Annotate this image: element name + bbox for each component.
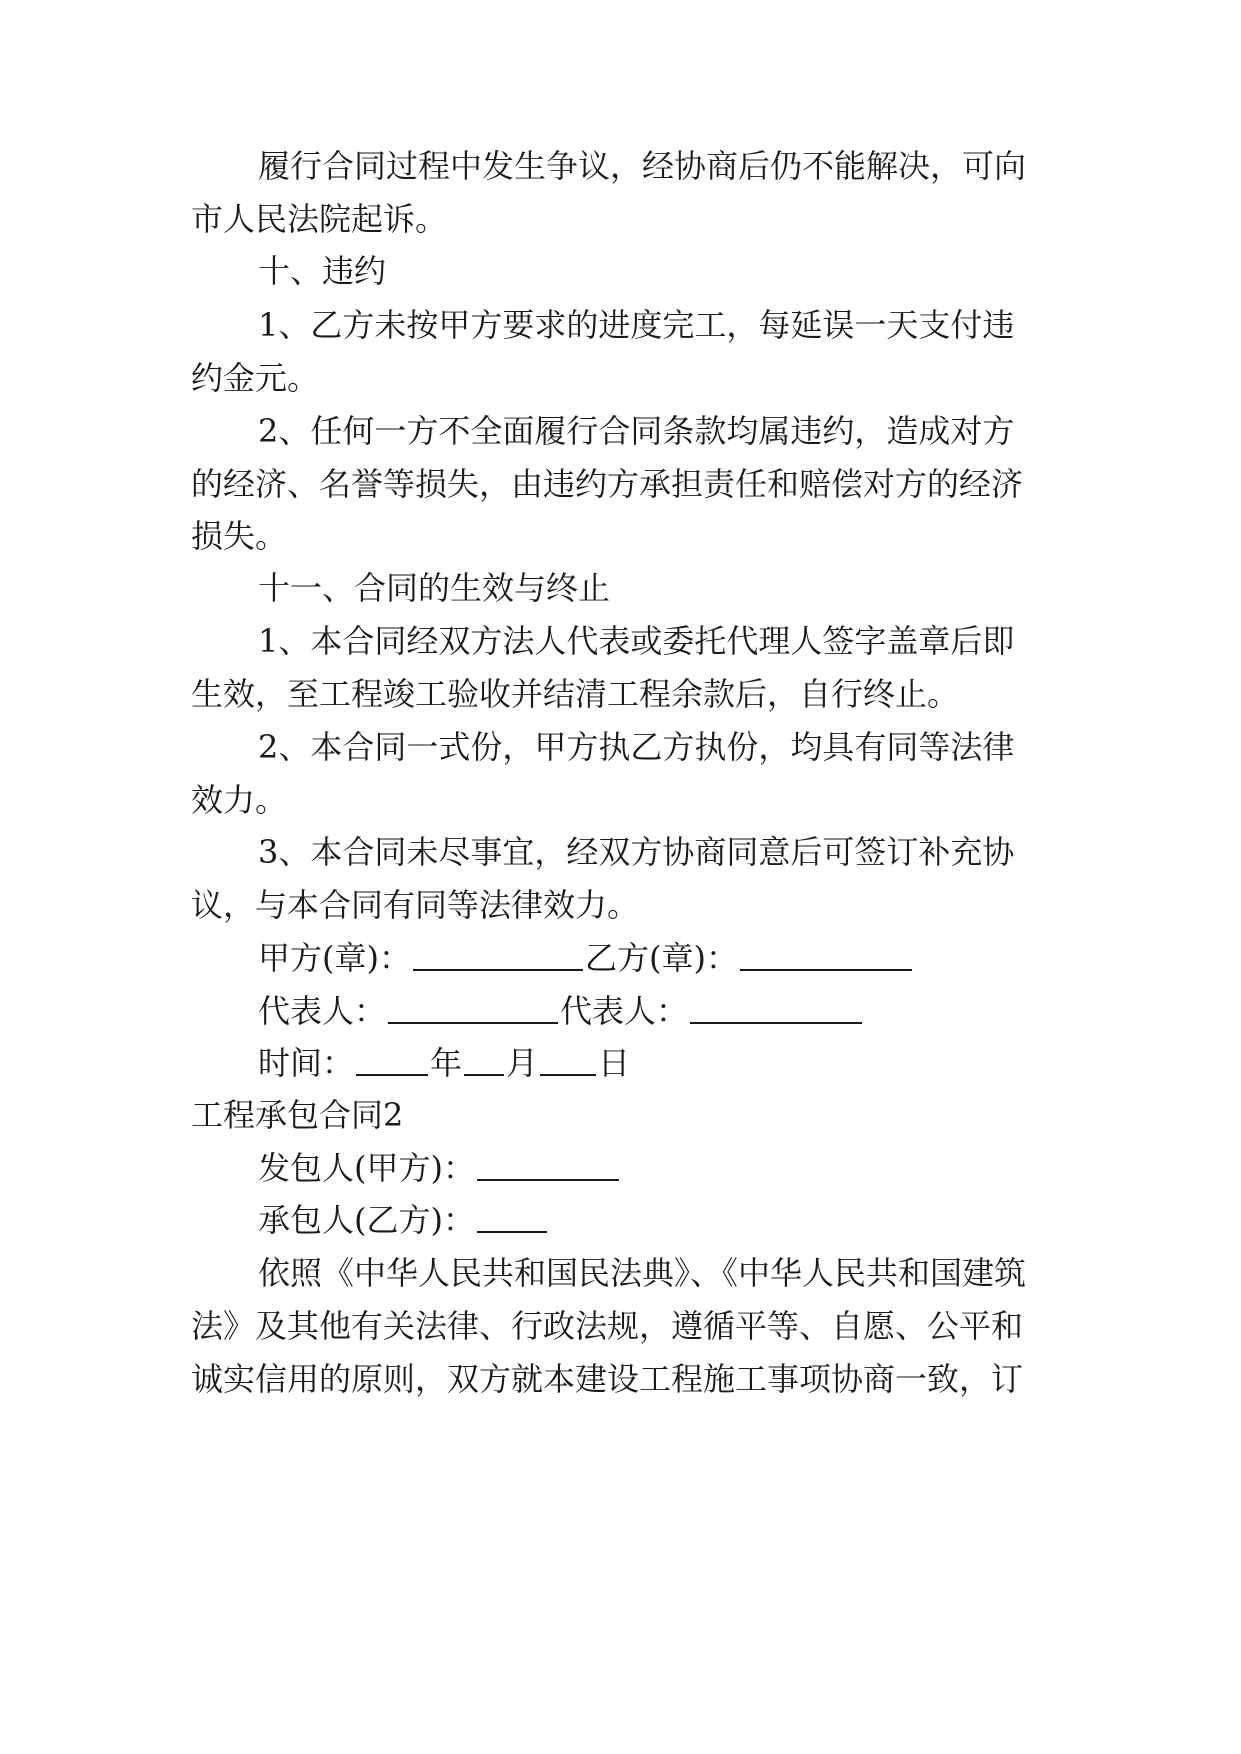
- paragraph-line: 损失。: [191, 517, 288, 555]
- contract-title: 工程承包合同2: [191, 1096, 404, 1134]
- paragraph-line: 市人民法院起诉。: [191, 200, 448, 238]
- paragraph-line: 1、乙方未按甲方要求的进度完工，每延误一天支付违: [258, 306, 1015, 344]
- signature-line-parties: [258, 929, 1051, 987]
- employer-line: [258, 1139, 1051, 1197]
- paragraph-line: 履行合同过程中发生争议，经协商后仍不能解决，可向: [258, 147, 1027, 185]
- day-label: 日: [598, 1044, 631, 1082]
- employer-label: 发包人(甲方)：: [258, 1149, 475, 1187]
- paragraph-line: 法》及其他有关法律、行政法规，遵循平等、自愿、公平和: [191, 1307, 1024, 1345]
- paragraph-line: 2、本合同一式份，甲方执乙方执份，均具有同等法律: [258, 728, 1015, 766]
- paragraph-line: 1、本合同经双方法人代表或委托代理人签字盖章后即: [258, 622, 1015, 660]
- contractor-blank: [477, 1191, 547, 1233]
- signature-line-date: [258, 1034, 1051, 1092]
- paragraph-line: 2、任何一方不全面履行合同条款均属违约，造成对方: [258, 412, 1015, 450]
- paragraph-line: 约金元。: [191, 359, 320, 397]
- contractor-line: [258, 1191, 1051, 1249]
- rep-a-label: 代表人：: [258, 992, 387, 1030]
- rep-b-blank: [690, 982, 862, 1024]
- rep-b-label: 代表人：: [560, 992, 689, 1030]
- time-label: 时间：: [258, 1044, 355, 1082]
- paragraph-line: 依照《中华人民共和国民法典》、《中华人民共和国建筑: [258, 1254, 1027, 1292]
- paragraph-line: 生效，至工程竣工验收并结清工程余款后，自行终止。: [191, 675, 960, 713]
- year-blank: [356, 1034, 428, 1076]
- signature-line-representatives: [258, 982, 1051, 1040]
- year-label: 年: [430, 1044, 463, 1082]
- party-a-label: 甲方(章)：: [258, 939, 411, 977]
- employer-blank: [477, 1139, 619, 1181]
- paragraph-line: 效力。: [191, 781, 288, 819]
- paragraph-line: 议，与本合同有同等法律效力。: [191, 886, 640, 924]
- party-b-blank: [740, 929, 912, 971]
- month-blank: [464, 1034, 504, 1076]
- day-blank: [540, 1034, 596, 1076]
- paragraph-line: 诚实信用的原则，双方就本建设工程施工事项协商一致，订: [191, 1360, 1024, 1398]
- party-b-label: 乙方(章)：: [584, 939, 738, 977]
- party-a-blank: [413, 929, 583, 971]
- month-label: 月: [506, 1044, 539, 1082]
- paragraph-line: 的经济、名誉等损失，由违约方承担责任和赔偿对方的经济: [191, 465, 1024, 503]
- section-heading: 十一、合同的生效与终止: [258, 569, 611, 607]
- contractor-label: 承包人(乙方)：: [258, 1201, 475, 1239]
- paragraph-line: 3、本合同未尽事宜，经双方协商同意后可签订补充协: [258, 833, 1015, 871]
- section-heading: 十、违约: [258, 252, 387, 290]
- rep-a-blank: [388, 982, 558, 1024]
